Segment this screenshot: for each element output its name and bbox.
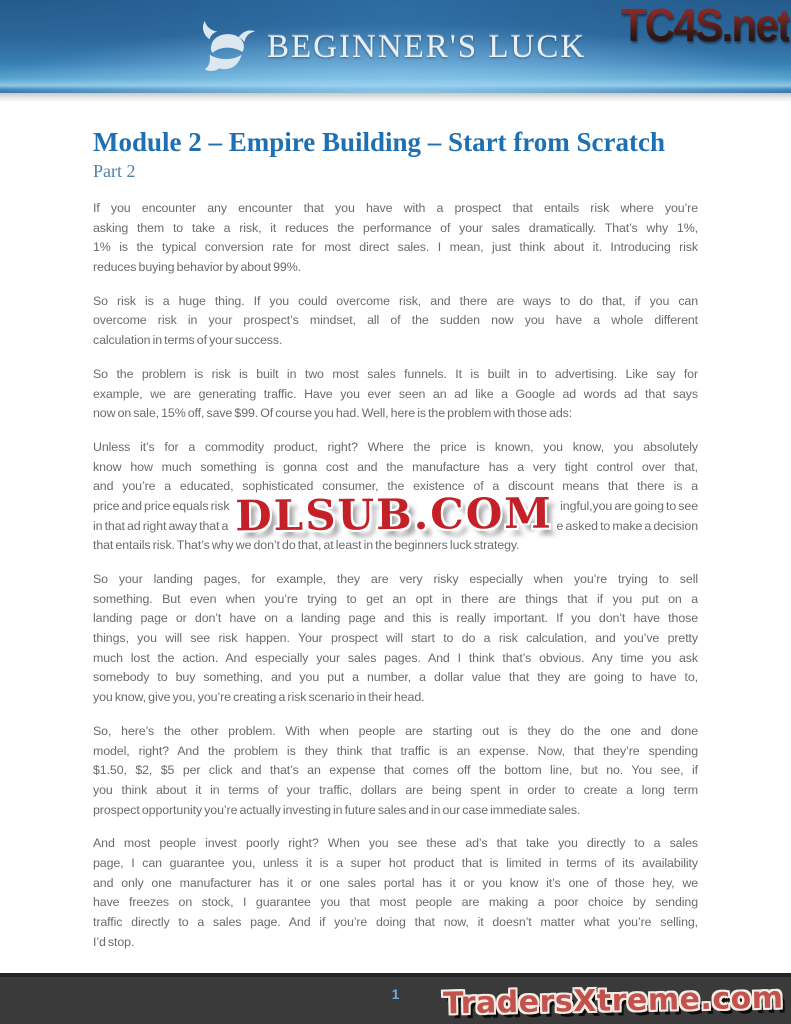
fragment-left: in that ad right away that a <box>93 518 229 533</box>
text-line: Unless it’s for a commodity product, right? Where the price is known, you know, you absolutely <box>93 439 698 454</box>
text-line: example, we are generating traffic. Have you ever seen an ad like a Google ad words ad that says <box>93 386 698 401</box>
page-subtitle: Part 2 <box>93 161 136 181</box>
brand-logo <box>196 8 586 86</box>
fragment-right: ingful,you are going to see <box>560 498 698 513</box>
page-title: Module 2 – Empire Building – Start from Scratch <box>93 127 665 157</box>
text-line: landing page or don’t have on a landing page and this is really important. If you don’t have those <box>93 611 698 626</box>
text-line: and you’re a educated, sophisticated consumer, the existence of a discount means that there is a <box>93 479 698 494</box>
text-line: calculation in terms of your success. <box>93 333 283 348</box>
text-line: have freezes on stock, I guarantee you that most people are making a poor choice by sending <box>93 895 698 910</box>
text-line: and only one manufacturer has it or one sales portal has it or you know it’s one of those hey, we <box>93 875 698 890</box>
footer-bar <box>0 973 791 1024</box>
corner-watermark: TC4S.net <box>620 0 789 51</box>
fragment-left: price and price equals risk <box>93 498 230 513</box>
paragraph <box>93 365 698 424</box>
text-line: And most people invest poorly right? When you see these ad’s that take you directly to a sales <box>93 836 698 851</box>
text-line: page, I can guarantee you, unless it is a super hot product that is limited in terms of its availability <box>93 855 698 870</box>
fragment-right: e asked to make a decision <box>556 518 698 533</box>
text-line: you think about it in terms of your traffic, dollars are being spent in order to create a long term <box>93 782 698 797</box>
text-line: So risk is a huge thing. If you could overcome risk, and there are ways to do that, if you can <box>93 293 698 308</box>
text-line: So the problem is risk is built in two most sales funnels. It is built in to advertising. Like say for <box>93 366 698 381</box>
page-number: 1 <box>391 986 400 1002</box>
text-line: prospect opportunity you’re actually investing in future sales and in our case immediate sales. <box>93 802 581 817</box>
text-line: things, you will see risk happen. Your prospect will start to do a risk calculation, and you’ve pretty <box>93 631 698 646</box>
text-line: $1.50, $2, $5 per click and that’s an expense that comes off the bottom line, but no. You see, if <box>93 763 698 778</box>
text-line: overcome risk in your prospect’s mindset, all of the sudden now you have a whole different <box>93 313 698 328</box>
text-line: traffic directly to a sales page. And if you’re doing that now, it doesn’t matter what you’re selling, <box>93 915 698 929</box>
header-divider <box>0 93 791 102</box>
paragraph <box>93 834 698 952</box>
text-line: So your landing pages, for example, they are very risky especially when you’re trying to sell <box>93 572 698 586</box>
overlay-watermark: DLSUB.COM <box>235 488 553 540</box>
text-line: you know, give you, you’re creating a risk scenario in their head. <box>93 690 425 705</box>
paragraphs <box>93 199 698 952</box>
brand-wordmark: BEGINNER'S LUCK <box>267 28 587 65</box>
text-line: I’d stop. <box>93 934 135 949</box>
text-line: somebody to buy something, and you put a number, a dollar value that they are going to have to, <box>93 670 698 685</box>
text-line: reduces buying behavior by about 99%. <box>93 260 301 275</box>
viking-helmet-icon <box>196 16 258 78</box>
text-line: model, right? And the problem is they think that traffic is an expense. Now, that they’re spending <box>93 743 698 758</box>
paragraph <box>93 292 698 351</box>
text-line: know how much something is gonna cost and the manufacture has a very tight control over that, <box>93 459 698 474</box>
text-line: now on sale, 15% off, save $99. Of course you had. Well, here is the problem with those ads: <box>93 406 573 421</box>
header-banner <box>0 0 791 93</box>
text-line: asking them to take a risk, it reduces the performance of your sales dramatically. That’s why 1%, <box>93 220 698 235</box>
text-line: If you encounter any encounter that you have with a prospect that entails risk where you’re <box>93 201 698 215</box>
paragraph <box>93 199 698 278</box>
text-line: much lost the action. And especially your sales pages. And I think that’s obvious. Any time you ask <box>93 650 698 665</box>
paragraph <box>93 570 698 708</box>
text-line: something. But even when you’re trying to get an opt in there are things that if you put on a <box>93 591 698 606</box>
text-line: 1% is the typical conversion rate for most direct sales. I mean, just think about it. Introducing risk <box>93 240 698 255</box>
footer-watermark: TradersXtreme.com <box>442 980 784 1021</box>
paragraph <box>93 722 698 820</box>
text-line: that entails risk. That’s why we don’t do that, at least in the beginners luck strategy. <box>93 538 520 553</box>
text-line: So, here’s the other problem. With when people are starting out is they do the one and done <box>93 723 698 738</box>
